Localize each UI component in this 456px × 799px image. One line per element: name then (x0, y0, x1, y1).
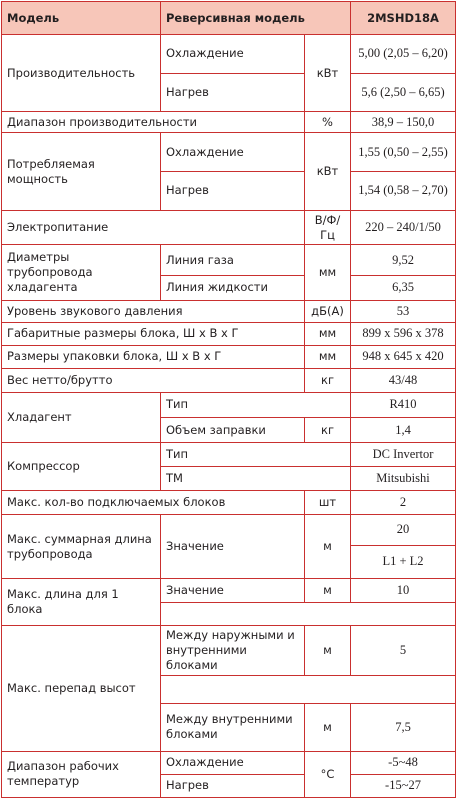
refrigerant-charge-value: 1,4 (351, 417, 456, 442)
capacity-unit: кВт (305, 35, 351, 112)
height-diff-indoor-unit: м (305, 703, 351, 751)
compressor-type-label: Тип (161, 443, 351, 467)
max-units-value: 2 (351, 491, 456, 515)
capacity-cooling-label: Охлаждение (161, 35, 305, 74)
pipes-gas-label: Линия газа (161, 245, 305, 275)
noise-label: Уровень звукового давления (2, 300, 305, 322)
table-row (2, 245, 456, 275)
dimensions-label: Габаритные размеры блока, Ш x В x Г (2, 322, 305, 345)
power-label: Потребляемая мощность (2, 133, 161, 210)
refrigerant-type-value: R410 (351, 392, 456, 417)
max-total-length-sub-label: Значение (161, 515, 305, 579)
max-length-one-label: Макс. длина для 1 блока (2, 579, 161, 626)
table-row (2, 210, 456, 245)
table-row (2, 368, 456, 392)
table-row (2, 491, 456, 515)
table-row (2, 133, 456, 172)
max-length-one-empty-cell (161, 603, 456, 626)
pipes-gas-value: 9,52 (351, 245, 456, 275)
max-total-length-value: 20 (351, 515, 456, 545)
table-row (2, 751, 456, 774)
max-length-one-sub-label: Значение (161, 579, 305, 603)
power-cooling-value: 1,55 (0,50 – 2,55) (351, 133, 456, 172)
table-row (2, 112, 456, 133)
temp-range-cooling-label: Охлаждение (161, 751, 305, 774)
noise-unit: дБ(А) (305, 300, 351, 322)
temp-range-heating-label: Нагрев (161, 774, 305, 797)
height-diff-outdoor-label: Между наружными и внутренними блоками (161, 626, 305, 676)
height-diff-outdoor-value: 5 (351, 626, 456, 676)
table-row (2, 300, 456, 322)
table-row (2, 579, 456, 603)
compressor-brand-value: Mitsubishi (351, 467, 456, 491)
dimensions-value: 899 x 596 x 378 (351, 322, 456, 345)
power-heating-value: 1,54 (0,58 – 2,70) (351, 172, 456, 211)
header-row (2, 2, 456, 35)
max-length-one-value: 10 (351, 579, 456, 603)
power-cooling-label: Охлаждение (161, 133, 305, 172)
weight-value: 43/48 (351, 368, 456, 392)
package-unit: мм (305, 345, 351, 368)
package-value: 948 x 645 x 420 (351, 345, 456, 368)
height-diff-indoor-label: Между внутренними блоками (161, 703, 305, 751)
table-row (2, 35, 456, 74)
table-row (2, 515, 456, 545)
compressor-label: Компрессор (2, 443, 161, 491)
table-row (2, 392, 456, 417)
noise-value: 53 (351, 300, 456, 322)
power-supply-label: Электропитание (2, 210, 305, 245)
package-label: Размеры упаковки блока, Ш x В x Г (2, 345, 305, 368)
header-reversible-model: Реверсивная модель (161, 2, 351, 35)
pipes-unit: мм (305, 245, 351, 300)
power-supply-value: 220 – 240/1/50 (351, 210, 456, 245)
table-row (2, 345, 456, 368)
spec-table (1, 1, 456, 798)
pipes-label: Диаметры трубопровода хладагента (2, 245, 161, 300)
refrigerant-label: Хладагент (2, 392, 161, 442)
max-length-one-unit: м (305, 579, 351, 603)
table-row (2, 626, 456, 676)
capacity-range-label: Диапазон производительности (2, 112, 305, 133)
compressor-type-value: DC Invertor (351, 443, 456, 467)
table-row (2, 443, 456, 467)
weight-label: Вес нетто/брутто (2, 368, 305, 392)
max-total-length-formula: L1 + L2 (351, 545, 456, 578)
capacity-label: Производительность (2, 35, 161, 112)
max-units-unit: шт (305, 491, 351, 515)
temp-range-unit: °C (305, 751, 351, 797)
max-total-length-label: Макс. суммарная длина трубопровода (2, 515, 161, 579)
pipes-liquid-label: Линия жидкости (161, 275, 305, 300)
temp-range-label: Диапазон рабочих температур (2, 751, 161, 797)
header-model: Модель (2, 2, 161, 35)
power-unit: кВт (305, 133, 351, 210)
pipes-liquid-value: 6,35 (351, 275, 456, 300)
power-heating-label: Нагрев (161, 172, 305, 211)
capacity-range-value: 38,9 – 150,0 (351, 112, 456, 133)
height-diff-empty-cell (161, 676, 456, 703)
weight-unit: кг (305, 368, 351, 392)
compressor-brand-label: ТМ (161, 467, 351, 491)
table-row (2, 322, 456, 345)
header-model-code: 2MSHD18A (351, 2, 456, 35)
capacity-heating-label: Нагрев (161, 73, 305, 112)
temp-range-cooling-value: -5~48 (351, 751, 456, 774)
height-diff-indoor-value: 7,5 (351, 703, 456, 751)
refrigerant-charge-unit: кг (305, 417, 351, 442)
capacity-range-unit: % (305, 112, 351, 133)
refrigerant-charge-label: Объем заправки (161, 417, 305, 442)
height-diff-outdoor-unit: м (305, 626, 351, 676)
height-diff-label: Макс. перепад высот (2, 626, 161, 752)
dimensions-unit: мм (305, 322, 351, 345)
max-units-label: Макс. кол-во подключаемых блоков (2, 491, 305, 515)
refrigerant-type-label: Тип (161, 392, 351, 417)
power-supply-unit: В/Ф/Гц (305, 210, 351, 245)
temp-range-heating-value: -15~27 (351, 774, 456, 797)
capacity-heating-value: 5,6 (2,50 – 6,65) (351, 73, 456, 112)
capacity-cooling-value: 5,00 (2,05 – 6,20) (351, 35, 456, 74)
max-total-length-unit: м (305, 515, 351, 579)
